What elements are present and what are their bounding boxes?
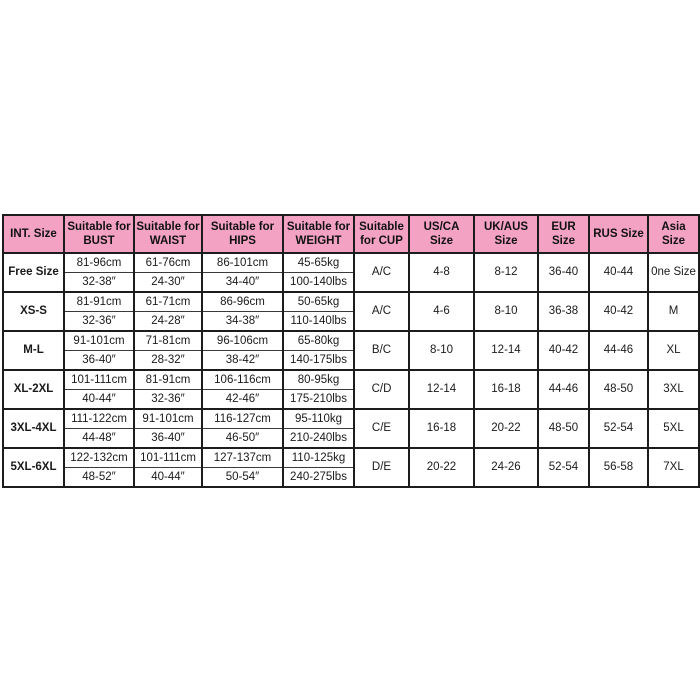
cell-asia: 7XL [648, 448, 699, 487]
column-header-hips: Suitable for HIPS [202, 215, 283, 253]
cell-waist-cm: 81-91cm [134, 370, 202, 390]
size-chart-table [2, 214, 700, 488]
cell-hips-in: 38-42″ [202, 351, 283, 371]
cell-weight-kg: 95-110kg [283, 409, 354, 429]
cell-asia: M [648, 292, 699, 331]
cell-bust-in: 32-38″ [64, 273, 134, 293]
cell-hips-cm: 86-101cm [202, 253, 283, 273]
table-row [3, 253, 699, 273]
column-header-int-size: INT. Size [3, 215, 64, 253]
cell-bust-in: 48-52″ [64, 468, 134, 488]
cell-hips-cm: 116-127cm [202, 409, 283, 429]
cell-weight-kg: 50-65kg [283, 292, 354, 312]
cell-weight-lbs: 210-240lbs [283, 429, 354, 449]
cell-eur: 52-54 [538, 448, 589, 487]
cell-weight-kg: 65-80kg [283, 331, 354, 351]
cell-waist-in: 28-32″ [134, 351, 202, 371]
cell-rus: 44-46 [589, 331, 648, 370]
cell-cup: C/E [354, 409, 409, 448]
cell-rus: 56-58 [589, 448, 648, 487]
cell-weight-lbs: 140-175lbs [283, 351, 354, 371]
cell-bust-cm: 91-101cm [64, 331, 134, 351]
cell-rus: 48-50 [589, 370, 648, 409]
column-header-eur: EUR Size [538, 215, 589, 253]
cell-uk-aus: 24-26 [474, 448, 538, 487]
column-header-weight: Suitable for WEIGHT [283, 215, 354, 253]
column-header-asia: Asia Size [648, 215, 699, 253]
cell-bust-cm: 111-122cm [64, 409, 134, 429]
cell-hips-cm: 127-137cm [202, 448, 283, 468]
cell-int-size: Free Size [3, 253, 64, 292]
header-row [3, 215, 699, 253]
cell-cup: C/D [354, 370, 409, 409]
cell-bust-in: 36-40″ [64, 351, 134, 371]
column-header-waist: Suitable for WAIST [134, 215, 202, 253]
cell-bust-cm: 81-96cm [64, 253, 134, 273]
column-header-us-ca: US/CA Size [409, 215, 474, 253]
cell-asia: 0ne Size [648, 253, 699, 292]
cell-hips-cm: 96-106cm [202, 331, 283, 351]
cell-uk-aus: 16-18 [474, 370, 538, 409]
cell-cup: B/C [354, 331, 409, 370]
cell-weight-kg: 45-65kg [283, 253, 354, 273]
cell-weight-kg: 110-125kg [283, 448, 354, 468]
cell-asia: XL [648, 331, 699, 370]
cell-uk-aus: 20-22 [474, 409, 538, 448]
table-row [3, 409, 699, 429]
cell-hips-cm: 86-96cm [202, 292, 283, 312]
cell-weight-lbs: 110-140lbs [283, 312, 354, 332]
cell-asia: 5XL [648, 409, 699, 448]
cell-rus: 40-42 [589, 292, 648, 331]
cell-hips-in: 34-38″ [202, 312, 283, 332]
cell-bust-cm: 122-132cm [64, 448, 134, 468]
cell-waist-in: 36-40″ [134, 429, 202, 449]
cell-hips-in: 34-40″ [202, 273, 283, 293]
cell-int-size: 3XL-4XL [3, 409, 64, 448]
cell-int-size: XL-2XL [3, 370, 64, 409]
cell-eur: 48-50 [538, 409, 589, 448]
cell-rus: 40-44 [589, 253, 648, 292]
cell-weight-lbs: 100-140lbs [283, 273, 354, 293]
cell-uk-aus: 8-12 [474, 253, 538, 292]
cell-bust-in: 44-48″ [64, 429, 134, 449]
cell-us-ca: 4-8 [409, 253, 474, 292]
cell-waist-in: 32-36″ [134, 390, 202, 410]
cell-eur: 36-38 [538, 292, 589, 331]
cell-uk-aus: 12-14 [474, 331, 538, 370]
cell-waist-cm: 71-81cm [134, 331, 202, 351]
cell-weight-kg: 80-95kg [283, 370, 354, 390]
cell-waist-in: 24-28″ [134, 312, 202, 332]
cell-eur: 36-40 [538, 253, 589, 292]
cell-weight-lbs: 175-210lbs [283, 390, 354, 410]
table-row [3, 448, 699, 468]
cell-eur: 44-46 [538, 370, 589, 409]
cell-cup: D/E [354, 448, 409, 487]
cell-bust-in: 40-44″ [64, 390, 134, 410]
cell-cup: A/C [354, 292, 409, 331]
table-row [3, 370, 699, 390]
cell-int-size: XS-S [3, 292, 64, 331]
column-header-rus: RUS Size [589, 215, 648, 253]
cell-hips-cm: 106-116cm [202, 370, 283, 390]
cell-uk-aus: 8-10 [474, 292, 538, 331]
cell-hips-in: 42-46″ [202, 390, 283, 410]
column-header-uk-aus: UK/AUS Size [474, 215, 538, 253]
column-header-cup: Suitable for CUP [354, 215, 409, 253]
cell-waist-cm: 61-71cm [134, 292, 202, 312]
cell-us-ca: 12-14 [409, 370, 474, 409]
table-row [3, 292, 699, 312]
cell-waist-in: 40-44″ [134, 468, 202, 488]
table-row [3, 331, 699, 351]
cell-waist-in: 24-30″ [134, 273, 202, 293]
cell-us-ca: 16-18 [409, 409, 474, 448]
cell-waist-cm: 61-76cm [134, 253, 202, 273]
cell-rus: 52-54 [589, 409, 648, 448]
cell-waist-cm: 91-101cm [134, 409, 202, 429]
cell-asia: 3XL [648, 370, 699, 409]
cell-waist-cm: 101-111cm [134, 448, 202, 468]
cell-weight-lbs: 240-275lbs [283, 468, 354, 488]
cell-bust-cm: 101-111cm [64, 370, 134, 390]
cell-bust-in: 32-36″ [64, 312, 134, 332]
cell-bust-cm: 81-91cm [64, 292, 134, 312]
cell-int-size: M-L [3, 331, 64, 370]
cell-int-size: 5XL-6XL [3, 448, 64, 487]
cell-hips-in: 46-50″ [202, 429, 283, 449]
cell-us-ca: 8-10 [409, 331, 474, 370]
cell-hips-in: 50-54″ [202, 468, 283, 488]
cell-cup: A/C [354, 253, 409, 292]
cell-us-ca: 4-6 [409, 292, 474, 331]
cell-us-ca: 20-22 [409, 448, 474, 487]
cell-eur: 40-42 [538, 331, 589, 370]
column-header-bust: Suitable for BUST [64, 215, 134, 253]
